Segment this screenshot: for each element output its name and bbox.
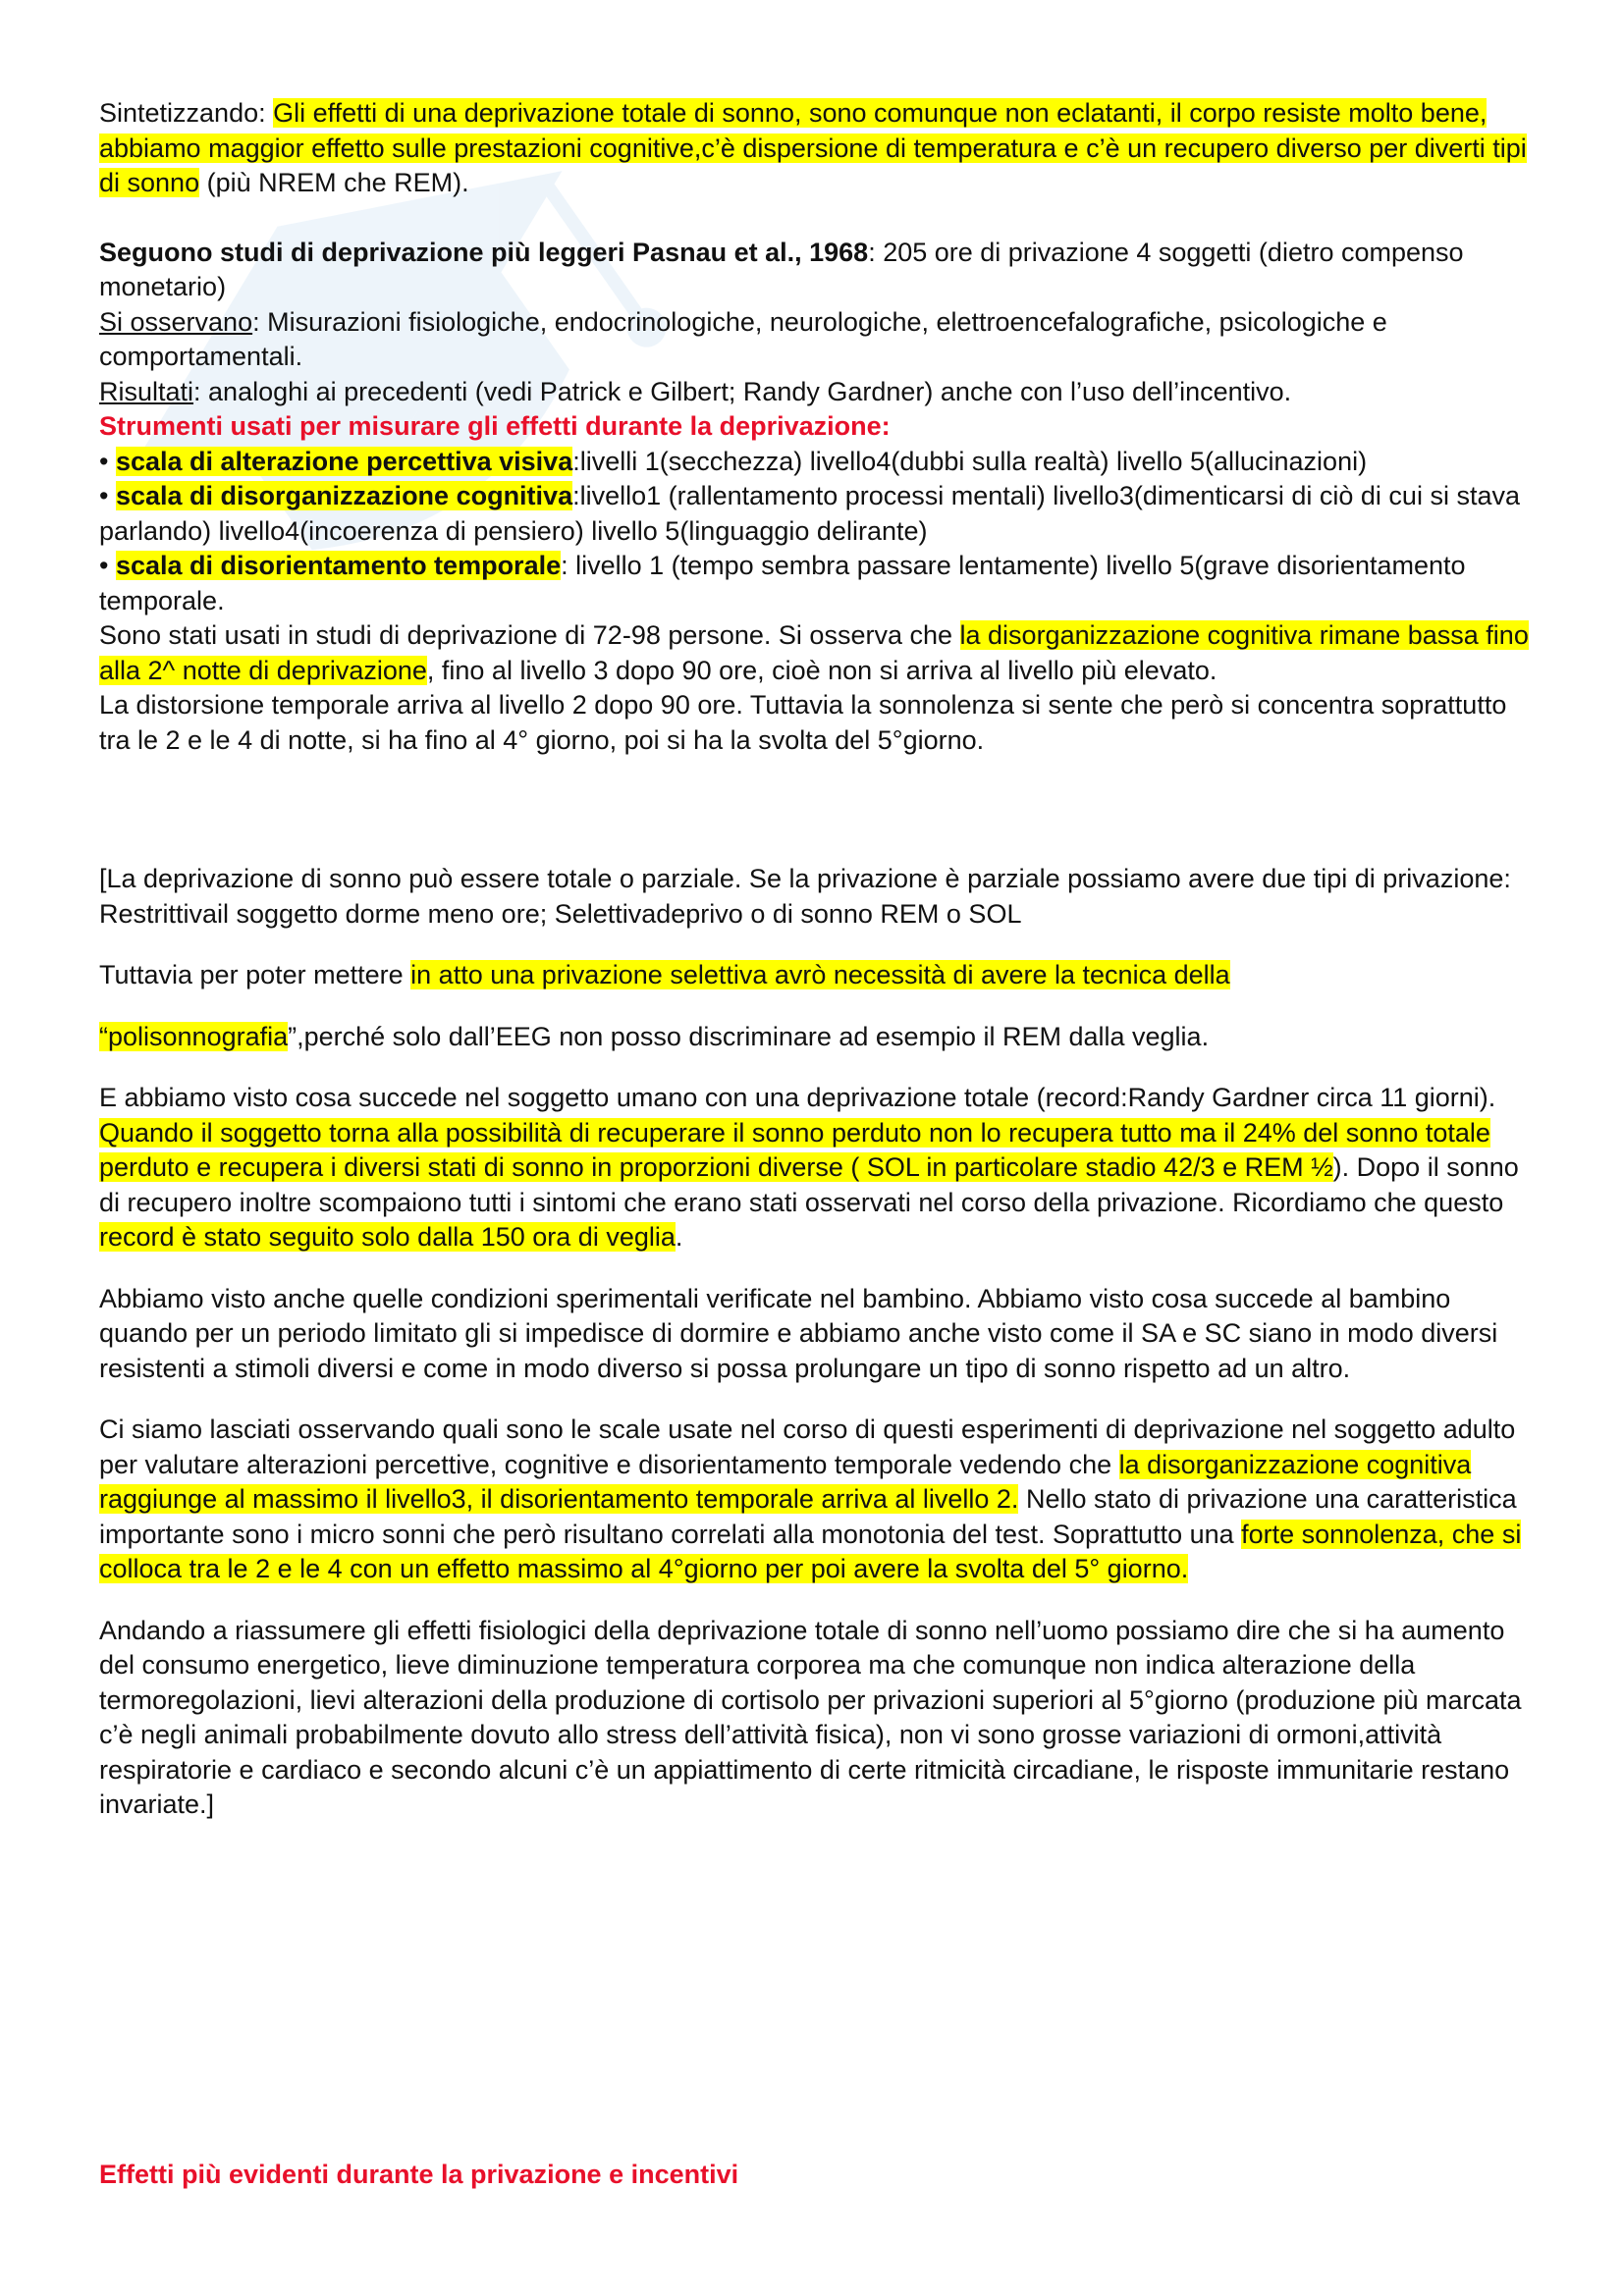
child-experiments-paragraph: Abbiamo visto anche quelle condizioni sperimentali verificate nel bambino. Abbiamo visto cosa succede al bambino quando per un periodo limitato gli si impedisce di dormire e abbiamo anche visto come il SA e SC siano in modo diversi resistenti a stimoli diversi e come in modo diverso si possa prolungare un tipo di sonno rispetto ad un altro.: [99, 1283, 1498, 1383]
studies-paragraph: Seguono studi di deprivazione più leggeri Pasnau et al., 1968: 205 ore di privazione 4 soggetti (dietro compenso monetario): [99, 237, 1464, 301]
recovery-paragraph: E abbiamo visto cosa succede nel soggetto umano con una deprivazione totale (record:Randy Gardner circa 11 giorni). Quando il soggetto torna alla possibilità di recuperare il sonno perduto non lo recupera tutto ma il 24% del sonno totale perduto e recupera i diversi stati di sonno in proporzioni diverse ( SOL in particolare stadio 42/3 e REM ½). Dopo il sonno di recupero inoltre scompaiono tutti i sintomi che erano stati osservati nel corso della privazione. Ricordiamo che questo record è stato seguito solo dalla 150 ora di veglia.: [99, 1083, 1519, 1252]
deprivation-types-paragraph: [La deprivazione di sonno può essere totale o parziale. Se la privazione è parziale possiamo avere due tipi di privazione: Restrittivail soggetto dorme meno ore; Selettivadeprivo o di sonno REM o SOL: [99, 864, 1511, 929]
tools-heading: Strumenti usati per misurare gli effetti durante la deprivazione:: [99, 411, 891, 441]
summary-paragraph: Sintetizzando: Gli effetti di una deprivazione totale di sonno, sono comunque non eclatanti, il corpo resiste molto bene, abbiamo maggior effetto sulle prestazioni cognitive,c’è dispersione di temperatura e c’è un recupero diverso per diverti tipi di sonno (più NREM che REM).: [99, 98, 1527, 197]
polysomnography-line: “polisonnografia”,perché solo dall’EEG non posso discriminare ad esempio il REM dalla veglia.: [99, 1021, 1210, 1051]
bullet-item: • scala di alterazione percettiva visiva:livelli 1(secchezza) livello4(dubbi sulla realtà) livello 5(allucinazioni): [99, 446, 1368, 476]
study-results-paragraph: Sono stati usati in studi di deprivazione di 72-98 persone. Si osserva che la disorganizzazione cognitiva rimane bassa fino alla 2^ notte di deprivazione, fino al livello 3 dopo 90 ore, cioè non si arriva al livello più elevato.: [99, 620, 1529, 685]
bullet-item: • scala di disorganizzazione cognitiva:livello1 (rallentamento processi mentali) livello3(dimenticarsi di ciò di cui si stava parlando) livello4(incoerenza di pensiero) livello 5(linguaggio delirante): [99, 481, 1520, 546]
physiological-effects-paragraph: Andando a riassumere gli effetti fisiologici della deprivazione totale di sonno nell’uomo possiamo dire che si ha aumento del consumo energetico, lieve diminuzione temperatura corporea ma che comunque non indica alterazione della termoregolazioni, lievi alterazioni della produzione di cortisolo per privazioni superiori al 5°giorno (produzione più marcata c’è negli animali probabilmente dovuto allo stress dell’attività fisica), non vi sono grosse variazioni di ormoni,attività respiratorie e cardiaco e secondo alcuni c’è un appiattimento di certe ritmicità circadiane, le risposte immunitarie restano invariate.]: [99, 1615, 1522, 1819]
selective-deprivation-line: Tuttavia per poter mettere in atto una privazione selettiva avrò necessità di avere la tecnica della: [99, 960, 1230, 989]
document-body: [99, 96, 1533, 1849]
section-heading: Effetti più evidenti durante la privazione e incentivi: [99, 2160, 739, 2189]
observations-line: Si osservano: Misurazioni fisiologiche, endocrinologiche, neurologiche, elettroencefalografiche, psicologiche e comportamentali.: [99, 306, 1387, 371]
temporal-distortion-paragraph: La distorsione temporale arriva al livello 2 dopo 90 ore. Tuttavia la sonnolenza si sente che però si concentra soprattutto tra le 2 e le 4 di notte, si ha fino al 4° giorno, poi si ha la svolta del 5°giorno.: [99, 690, 1507, 755]
scales-summary-paragraph: Ci siamo lasciati osservando quali sono le scale usate nel corso di questi esperimenti di deprivazione nel soggetto adulto per valutare alterazioni percettive, cognitive e disorientamento temporale vedendo che la disorganizzazione cognitiva raggiunge al massimo il livello3, il disorientamento temporale arriva al livello 2. Nello stato di privazione una caratteristica importante sono i micro sonni che però risultano correlati alla monotonia del test. Soprattutto una forte sonnolenza, che si colloca tra le 2 e le 4 con un effetto massimo al 4°giorno per poi avere la svolta del 5° giorno.: [99, 1415, 1522, 1583]
results-line: Risultati: analoghi ai precedenti (vedi Patrick e Gilbert; Randy Gardner) anche con l’uso dell’incentivo.: [99, 376, 1292, 406]
bullet-item: • scala di disorientamento temporale: livello 1 (tempo sembra passare lentamente) livello 5(grave disorientamento temporale.: [99, 551, 1466, 615]
